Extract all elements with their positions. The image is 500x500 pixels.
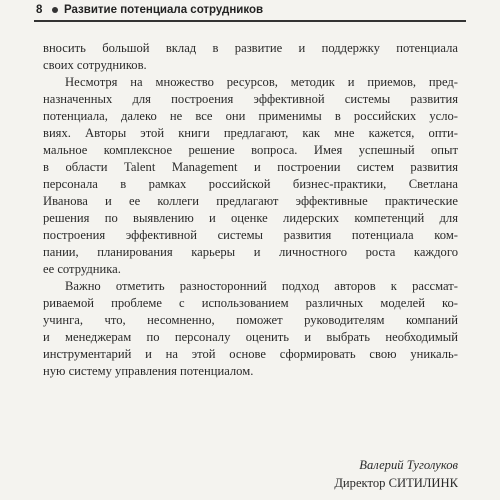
text-line: ее сотрудника. xyxy=(43,262,121,276)
text-line: назначенных для построения эффективной системы развития xyxy=(43,92,458,106)
text-line: своих сотрудников. xyxy=(43,58,147,72)
text-line: Несмотря на множество ресурсов, методик и приемов, пред- xyxy=(65,75,458,89)
page-number: 8 xyxy=(36,4,43,16)
section-title: Развитие потенциала сотрудников xyxy=(64,4,264,16)
text-line: Иванова и ее коллеги предлагают эффективные практические xyxy=(43,194,458,208)
signature-title: Директор СИТИЛИНК xyxy=(334,476,458,490)
signature-name: Валерий Туголуков xyxy=(359,458,458,472)
header-rule xyxy=(34,20,466,22)
text-line: пании, планирования карьеры и личностного роста каждого xyxy=(43,245,458,259)
text-line: решения по выявлению и оценке лидерских компетенций для xyxy=(43,211,458,225)
text-line: ную систему управления потенциалом. xyxy=(43,364,254,378)
text-line: виях. Авторы этой книги предлагают, как мне кажется, опти- xyxy=(43,126,458,140)
text-line: мальное комплексное решение вопроса. Имея успешный опыт xyxy=(43,143,458,157)
bullet-icon xyxy=(52,7,58,13)
text-line: инструментарий и на этой основе сформировать свою уникаль- xyxy=(43,347,458,361)
text-line: вносить большой вклад в развитие и поддержку потенциала xyxy=(43,41,458,55)
running-head xyxy=(0,0,500,20)
text-line: учинга, что, несомненно, поможет руководителям компаний xyxy=(43,313,458,327)
text-line: персонала в рамках российской бизнес-практики, Светлана xyxy=(43,177,458,191)
body-text xyxy=(43,40,458,380)
text-line: построения эффективной системы развития потенциала ком- xyxy=(43,228,458,242)
text-line: в области Talent Management и построении систем развития xyxy=(43,160,458,174)
text-line: и менеджерам по персоналу оценить и выбрать необходимый xyxy=(43,330,458,344)
text-line: Важно отметить разносторонний подход авторов к рассмат- xyxy=(65,279,458,293)
signature-block xyxy=(334,456,458,492)
text-line: потенциала, далеко не все они применимы в российских усло- xyxy=(43,109,458,123)
text-line: риваемой проблеме с использованием различных моделей ко- xyxy=(43,296,458,310)
